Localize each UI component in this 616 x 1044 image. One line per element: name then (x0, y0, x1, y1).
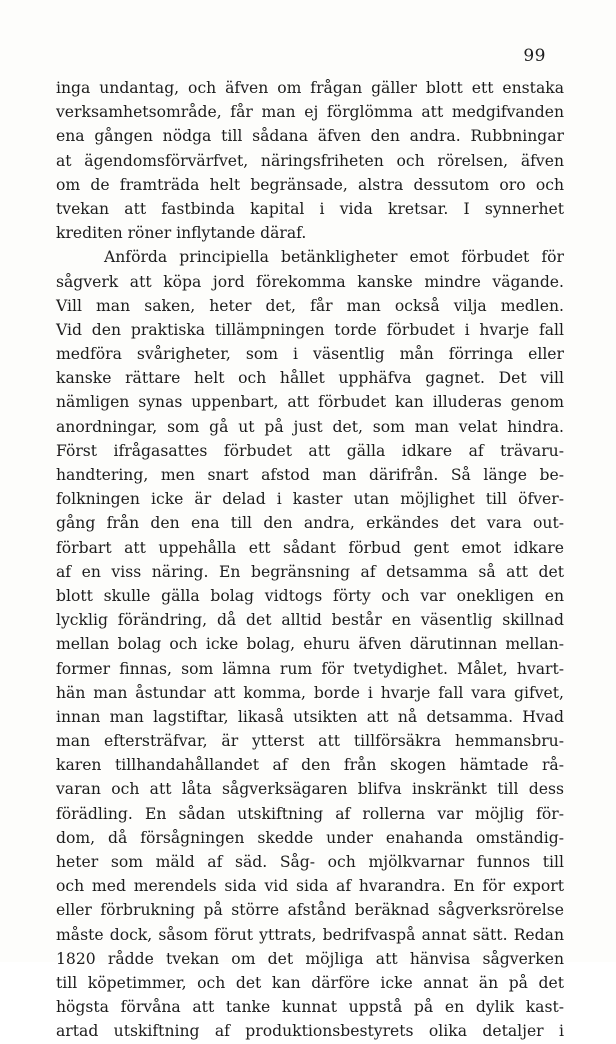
text-line: at ägendomsförvärfvet, näringsfriheten och rörelsen, äfven (56, 151, 564, 170)
text-line: varan och att låta sågverksägaren blifva inskränkt till dess (56, 780, 564, 799)
text-line: sågverk att köpa jord förekomma kanske mindre vägande. (56, 272, 564, 291)
text-line: om de framträda helt begränsade, alstra dessutom oro och (56, 175, 564, 194)
text-line: lycklig förändring, då det alltid består en väsentlig skillnad (56, 611, 564, 630)
text-line: måste dock, såsom förut yttrats, bedrifvaspå annat sätt. Redan (56, 925, 564, 944)
text-line: dom, då försågningen skedde under enahanda omständig- (56, 828, 564, 847)
text-line: handtering, men snart afstod man därifrån. Så länge be- (56, 466, 564, 484)
text-line: heter som mäld af säd. Såg- och mjölkvarnar funnos till (56, 853, 564, 871)
text-line: och med merendels sida vid sida af hvarandra. En för export (56, 877, 564, 896)
text-line: eller förbrukning på större afstånd beräknad sågverksrörelse (56, 901, 564, 920)
text-line: nämligen synas uppenbart, att förbudet kan illuderas genom (56, 393, 564, 412)
text-line: blott skulle gälla bolag vidtogs förty och var onekligen en (56, 586, 564, 605)
text-line: verksamhetsområde, får man ej förglömma att medgifvanden (56, 103, 564, 122)
page-number: 99 (523, 46, 546, 66)
text-line: mellan bolag och icke bolag, ehuru äfven därutinnan mellan- (56, 635, 564, 654)
text-line: förbart att uppehålla ett sådant förbud gent emot idkare (56, 538, 564, 557)
body-text (56, 76, 564, 1044)
text-line: karen tillhandahållandet af den från skogen hämtade rå- (56, 756, 564, 775)
text-line: anordningar, som gå ut på just det, som man velat hindra. (56, 417, 564, 436)
text-line: artad utskiftning af produktionsbestyrets olika detaljer i (56, 1022, 564, 1041)
text-line: medföra svårigheter, som i väsentlig mån förringa eller (56, 345, 564, 364)
text-line: Först ifrågasattes förbudet att gälla idkare af trävaru- (56, 441, 564, 460)
text-line: förädling. En sådan utskiftning af rollerna var möjlig för- (56, 804, 564, 823)
text-line: Anförda principiella betänkligheter emot förbudet för (104, 248, 564, 267)
text-line: hän man åstundar att komma, borde i hvarje fall vara gifvet, (56, 683, 564, 702)
text-line: man eftersträfvar, är ytterst att tillförsäkra hemmansbru- (56, 732, 564, 751)
text-line: till köpetimmer, och det kan därföre icke annat än på det (56, 973, 564, 992)
text-line: Vill man saken, heter det, får man också vilja medlen. (56, 296, 564, 315)
text-line: tvekan att fastbinda kapital i vida kretsar. I synnerhet (56, 199, 564, 218)
text-line: 1820 rådde tvekan om det möjliga att hänvisa sågverken (56, 949, 564, 968)
text-line: af en viss näring. En begränsning af detsamma så att det (56, 562, 564, 581)
text-line: gång från den ena till den andra, erkändes det vara out- (56, 514, 564, 533)
text-line: inga undantag, och äfven om frågan gäller blott ett enstaka (56, 79, 564, 97)
text-line: högsta förvåna att tanke kunnat uppstå på en dylik kast- (56, 998, 564, 1017)
text-line: former finnas, som lämna rum för tvetydighet. Målet, hvart- (56, 659, 564, 678)
text-line: folkningen icke är delad i kaster utan möjlighet till öfver- (56, 490, 564, 509)
text-line: ena gången nödga till sådana äfven den andra. Rubbningar (56, 127, 564, 146)
text-line: innan man lagstiftar, likaså utsikten att nå detsamma. Hvad (56, 707, 564, 726)
text-line: krediten röner inflytande däraf. (56, 224, 307, 243)
text-line: Vid den praktiska tillämpningen torde förbudet i hvarje fall (56, 320, 564, 339)
text-line: kanske rättare helt och hållet upphäfva gagnet. Det vill (56, 369, 564, 388)
